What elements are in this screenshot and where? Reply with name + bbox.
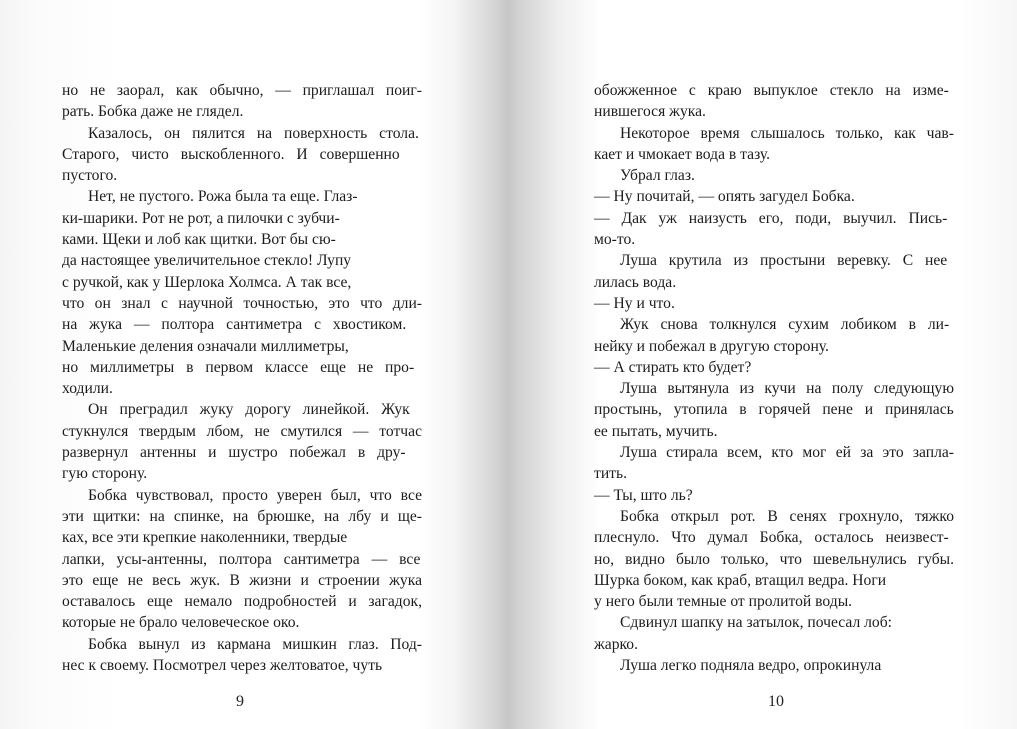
text-line: да настоящее увеличительное стекло! Лупу (62, 252, 352, 270)
text-line: нившегося жука. (594, 103, 706, 121)
text-line: простынь, утопила в горячей пене и принялась (594, 401, 954, 419)
text-line: Луша вытянула из кучи на полу следующую (620, 380, 954, 398)
text-line: тить. (594, 465, 627, 483)
text-line: эти щитки: на спинке, на брюшке, на лбу и щe- (62, 507, 422, 525)
text-line: лапки, усы-антенны, полтора сантиметра — все (62, 550, 421, 568)
text-line: что он знал с научной точностью, это что дли- (62, 294, 422, 312)
text-line: Бобка вынул из кармана мишкин глаз. Под- (88, 635, 422, 653)
text-line: плеснуло. Что думал Бобка, осталось неизвест- (594, 529, 949, 547)
text-line: ках, все эти крепкие наколенники, твердые (62, 529, 348, 547)
left-page-number: 9 (236, 693, 244, 710)
right-page-text (594, 80, 954, 676)
text-line: Казалось, он пялится на поверхность стола. (88, 124, 419, 142)
text-line: нейку и побежал в другую сторону. (594, 337, 829, 355)
text-line: — Дак уж наизусть его, поди, выучил. Пись- (594, 209, 948, 227)
text-line: у него были темные от пролитой воды. (594, 593, 853, 611)
text-line: но миллиметры в первом классе еще не про- (62, 358, 415, 376)
left-page-text (62, 80, 422, 676)
text-line: — Ну и что. (594, 294, 675, 312)
text-line: с ручкой, как у Шерлока Холмса. А так все, (62, 273, 352, 291)
text-line: Некоторое время слышалось только, как чав- (620, 124, 954, 142)
text-line: ками. Щеки и лоб как щитки. Вот бы сю- (62, 231, 336, 249)
text-line: стукнулся твердым лбом, не смутился — тотчас (62, 422, 422, 440)
text-line: лилась вода. (594, 273, 677, 291)
text-line: Сдвинул шапку на затылок, почесал лоб: (620, 614, 892, 632)
text-line: Луша крутила из простыни веревку. С нее (620, 252, 948, 270)
text-line: Шурка боком, как краб, втащил ведра. Ноги (594, 571, 887, 589)
right-page-number: 10 (768, 693, 784, 710)
text-line: Маленькие деления означали миллиметры, (62, 337, 349, 355)
text-line: Он преградил жуку дорогу линейкой. Жук (88, 401, 410, 419)
text-line: но, видно было только, что шевельнулись губы. (594, 550, 954, 568)
text-line: Старого, чисто выскобленного. И совершенно (62, 145, 400, 163)
text-line: Бобка чувствовал, просто уверен был, что все (88, 486, 422, 504)
text-line: Нет, не пустого. Рожа была та еще. Глаз- (88, 188, 358, 206)
text-line: — А стирать кто будет? (594, 358, 752, 376)
text-line: ее пытать, мучить. (594, 422, 718, 440)
text-line: обожженное с краю выпуклое стекло на изме- (594, 82, 949, 99)
text-line: нес к своему. Посмотрел через желтоватое, чуть (62, 657, 383, 675)
text-line: пустого. (62, 167, 118, 185)
text-line: Жук снова толкнулся сухим лобиком в ли- (620, 316, 950, 334)
text-line: гую сторону. (62, 465, 148, 483)
text-line: которые не брало человеческое око. (62, 614, 300, 632)
text-line: — Ну почитай, — опять загудел Бобка. (594, 188, 855, 206)
text-line: Убрал глаз. (620, 167, 695, 185)
text-line: но не заорал, как обычно, — приглашал поиг- (62, 82, 422, 99)
text-line: это еще не весь жук. В жизни и строении жука (62, 571, 422, 589)
text-line: оставалось еще немало подробностей и загадок, (62, 593, 422, 611)
text-line: на жука — полтора сантиметра с хвостиком. (62, 316, 407, 334)
text-line: — Ты, што ль? (594, 486, 693, 504)
text-line: развернул антенны и шустро побежал в дру- (62, 444, 406, 462)
text-line: ходили. (62, 380, 113, 398)
text-line: ки-шарики. Рот не рот, а пилочки с зубчи- (62, 209, 340, 227)
text-line: Луша стирала всем, кто мог ей за это запла- (620, 444, 954, 462)
text-line: мо-то. (594, 231, 636, 249)
text-line: Бобка открыл рот. В сенях грохнуло, тяжко (620, 507, 954, 525)
text-line: жарко. (594, 635, 638, 653)
text-line: кает и чмокает вода в тазу. (594, 145, 771, 163)
text-line: рать. Бобка даже не глядел. (62, 103, 244, 121)
text-line: Луша легко подняла ведро, опрокинула (620, 657, 882, 675)
